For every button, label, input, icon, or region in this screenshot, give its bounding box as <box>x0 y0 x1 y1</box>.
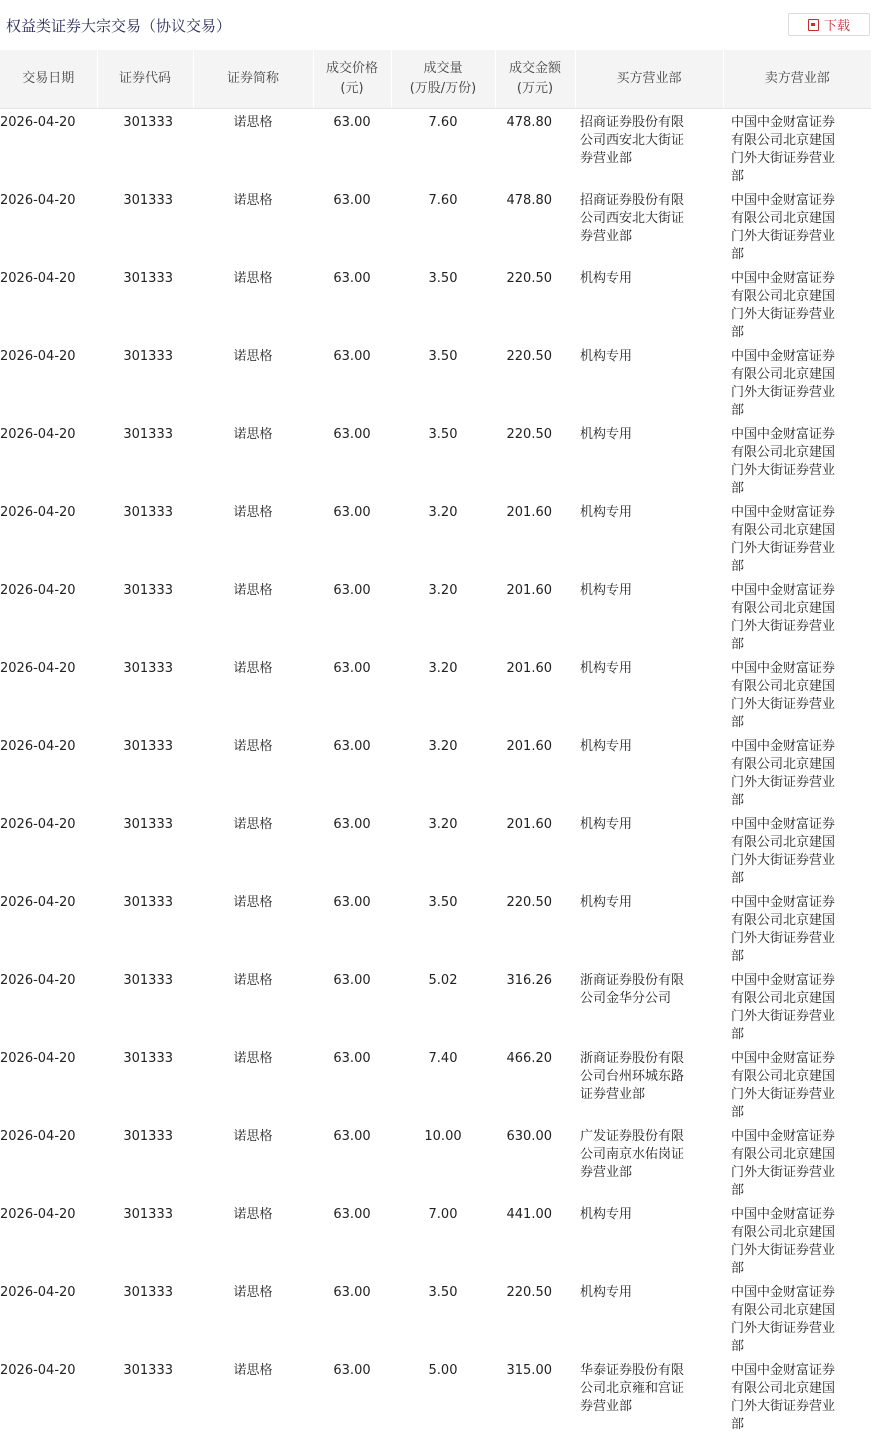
trade-date-cell: 2026-04-20 <box>0 811 97 889</box>
page-title: 权益类证券大宗交易（协议交易） <box>6 15 231 36</box>
header-price[interactable]: 成交价格 (元) <box>313 50 391 109</box>
security-code-cell: 301333 <box>97 655 193 733</box>
seller-branch-cell <box>723 967 871 1045</box>
price-cell: 63.00 <box>313 499 391 577</box>
seller-branch-cell <box>723 499 871 577</box>
price-cell: 63.00 <box>313 1045 391 1123</box>
security-name-cell: 诺思格 <box>193 421 313 499</box>
trade-date-cell: 2026-04-20 <box>0 499 97 577</box>
header-amount[interactable]: 成交金额 (万元) <box>495 50 575 109</box>
security-code-cell: 301333 <box>97 187 193 265</box>
seller-branch-cell <box>723 577 871 655</box>
amount-cell: 220.50 <box>495 343 575 421</box>
price-cell: 63.00 <box>313 109 391 188</box>
trade-date-cell: 2026-04-20 <box>0 187 97 265</box>
amount-cell: 201.60 <box>495 811 575 889</box>
security-code-cell: 301333 <box>97 1123 193 1201</box>
table-row <box>0 499 871 577</box>
seller-text: 中国中金财富证券有限公司北京建国门外大街证券营业部 <box>731 348 839 420</box>
security-name-cell: 诺思格 <box>193 499 313 577</box>
volume-cell: 3.50 <box>391 421 495 499</box>
security-name-cell: 诺思格 <box>193 1279 313 1357</box>
amount-cell: 201.60 <box>495 733 575 811</box>
buyer-text: 招商证券股份有限公司西安北大街证券营业部 <box>580 114 688 168</box>
header-date[interactable]: 交易日期 <box>0 50 97 109</box>
volume-cell: 7.60 <box>391 187 495 265</box>
table-row <box>0 1279 871 1357</box>
buyer-text: 华泰证券股份有限公司北京雍和宫证券营业部 <box>580 1362 688 1416</box>
buyer-branch-cell <box>575 499 723 577</box>
buyer-text: 机构专用 <box>580 582 688 600</box>
security-name-cell: 诺思格 <box>193 577 313 655</box>
volume-cell: 5.00 <box>391 1357 495 1435</box>
security-name-cell: 诺思格 <box>193 733 313 811</box>
buyer-branch-cell <box>575 1279 723 1357</box>
trade-date-cell: 2026-04-20 <box>0 1357 97 1435</box>
security-code-cell: 301333 <box>97 109 193 188</box>
seller-text: 中国中金财富证券有限公司北京建国门外大街证券营业部 <box>731 504 839 576</box>
buyer-branch-cell <box>575 1201 723 1279</box>
trade-date-cell: 2026-04-20 <box>0 1123 97 1201</box>
amount-cell: 478.80 <box>495 187 575 265</box>
buyer-branch-cell <box>575 343 723 421</box>
buyer-text: 广发证券股份有限公司南京水佑岗证券营业部 <box>580 1128 688 1182</box>
trade-date-cell: 2026-04-20 <box>0 265 97 343</box>
header-seller[interactable]: 卖方营业部 <box>723 50 871 109</box>
amount-cell: 220.50 <box>495 889 575 967</box>
header-name[interactable]: 证券简称 <box>193 50 313 109</box>
volume-cell: 10.00 <box>391 1123 495 1201</box>
table-row <box>0 577 871 655</box>
seller-text: 中国中金财富证券有限公司北京建国门外大街证券营业部 <box>731 1362 839 1434</box>
table-row <box>0 187 871 265</box>
seller-branch-cell <box>723 109 871 188</box>
seller-branch-cell <box>723 421 871 499</box>
price-cell: 63.00 <box>313 1357 391 1435</box>
seller-text: 中国中金财富证券有限公司北京建国门外大街证券营业部 <box>731 738 839 810</box>
table-row <box>0 1045 871 1123</box>
seller-text: 中国中金财富证券有限公司北京建国门外大街证券营业部 <box>731 972 839 1044</box>
security-name-cell: 诺思格 <box>193 967 313 1045</box>
buyer-branch-cell <box>575 577 723 655</box>
seller-branch-cell <box>723 811 871 889</box>
buyer-text: 机构专用 <box>580 894 688 912</box>
trade-date-cell: 2026-04-20 <box>0 109 97 188</box>
download-button[interactable] <box>788 13 870 36</box>
security-code-cell: 301333 <box>97 967 193 1045</box>
table-row <box>0 265 871 343</box>
volume-cell: 3.20 <box>391 655 495 733</box>
buyer-text: 机构专用 <box>580 816 688 834</box>
buyer-text: 机构专用 <box>580 1206 688 1224</box>
header-volume[interactable]: 成交量 (万股/万份) <box>391 50 495 109</box>
trade-date-cell: 2026-04-20 <box>0 343 97 421</box>
security-code-cell: 301333 <box>97 499 193 577</box>
volume-cell: 3.50 <box>391 889 495 967</box>
seller-text: 中国中金财富证券有限公司北京建国门外大街证券营业部 <box>731 426 839 498</box>
seller-branch-cell <box>723 1357 871 1435</box>
security-code-cell: 301333 <box>97 1279 193 1357</box>
security-name-cell: 诺思格 <box>193 265 313 343</box>
block-trade-table <box>0 50 871 1435</box>
trade-date-cell: 2026-04-20 <box>0 733 97 811</box>
seller-branch-cell <box>723 1201 871 1279</box>
price-cell: 63.00 <box>313 1123 391 1201</box>
volume-cell: 7.60 <box>391 109 495 188</box>
buyer-text: 机构专用 <box>580 738 688 756</box>
trade-date-cell: 2026-04-20 <box>0 967 97 1045</box>
security-code-cell: 301333 <box>97 577 193 655</box>
security-code-cell: 301333 <box>97 811 193 889</box>
security-name-cell: 诺思格 <box>193 1201 313 1279</box>
security-code-cell: 301333 <box>97 733 193 811</box>
table-row <box>0 811 871 889</box>
security-code-cell: 301333 <box>97 421 193 499</box>
buyer-branch-cell <box>575 811 723 889</box>
security-code-cell: 301333 <box>97 1357 193 1435</box>
amount-cell: 220.50 <box>495 1279 575 1357</box>
price-cell: 63.00 <box>313 577 391 655</box>
table-row <box>0 109 871 188</box>
volume-cell: 3.20 <box>391 733 495 811</box>
buyer-text: 招商证券股份有限公司西安北大街证券营业部 <box>580 192 688 246</box>
buyer-text: 机构专用 <box>580 660 688 678</box>
seller-text: 中国中金财富证券有限公司北京建国门外大街证券营业部 <box>731 894 839 966</box>
header-code[interactable]: 证券代码 <box>97 50 193 109</box>
seller-branch-cell <box>723 1279 871 1357</box>
seller-branch-cell <box>723 265 871 343</box>
volume-cell: 7.40 <box>391 1045 495 1123</box>
buyer-branch-cell <box>575 265 723 343</box>
table-header <box>0 50 871 109</box>
buyer-branch-cell <box>575 967 723 1045</box>
buyer-text: 机构专用 <box>580 348 688 366</box>
amount-cell: 630.00 <box>495 1123 575 1201</box>
table-row <box>0 1201 871 1279</box>
download-icon <box>808 19 819 31</box>
security-name-cell: 诺思格 <box>193 109 313 188</box>
trade-date-cell: 2026-04-20 <box>0 1279 97 1357</box>
buyer-branch-cell <box>575 421 723 499</box>
price-cell: 63.00 <box>313 1279 391 1357</box>
price-cell: 63.00 <box>313 421 391 499</box>
security-name-cell: 诺思格 <box>193 1045 313 1123</box>
amount-cell: 201.60 <box>495 499 575 577</box>
seller-text: 中国中金财富证券有限公司北京建国门外大街证券营业部 <box>731 270 839 342</box>
seller-text: 中国中金财富证券有限公司北京建国门外大街证券营业部 <box>731 114 839 186</box>
seller-text: 中国中金财富证券有限公司北京建国门外大街证券营业部 <box>731 582 839 654</box>
seller-text: 中国中金财富证券有限公司北京建国门外大街证券营业部 <box>731 1206 839 1278</box>
seller-branch-cell <box>723 889 871 967</box>
seller-branch-cell <box>723 655 871 733</box>
amount-cell: 315.00 <box>495 1357 575 1435</box>
security-code-cell: 301333 <box>97 265 193 343</box>
table-row <box>0 1357 871 1435</box>
price-cell: 63.00 <box>313 265 391 343</box>
security-name-cell: 诺思格 <box>193 1123 313 1201</box>
seller-text: 中国中金财富证券有限公司北京建国门外大街证券营业部 <box>731 192 839 264</box>
amount-cell: 220.50 <box>495 421 575 499</box>
volume-cell: 3.50 <box>391 265 495 343</box>
trade-date-cell: 2026-04-20 <box>0 889 97 967</box>
amount-cell: 201.60 <box>495 577 575 655</box>
buyer-text: 浙商证券股份有限公司金华分公司 <box>580 972 688 1008</box>
seller-text: 中国中金财富证券有限公司北京建国门外大街证券营业部 <box>731 1050 839 1122</box>
seller-branch-cell <box>723 343 871 421</box>
header-buyer[interactable]: 买方营业部 <box>575 50 723 109</box>
buyer-text: 机构专用 <box>580 504 688 522</box>
trade-date-cell: 2026-04-20 <box>0 655 97 733</box>
volume-cell: 3.50 <box>391 343 495 421</box>
price-cell: 63.00 <box>313 889 391 967</box>
buyer-text: 机构专用 <box>580 270 688 288</box>
volume-cell: 3.20 <box>391 499 495 577</box>
volume-cell: 3.20 <box>391 811 495 889</box>
seller-branch-cell <box>723 1123 871 1201</box>
security-name-cell: 诺思格 <box>193 1357 313 1435</box>
trade-date-cell: 2026-04-20 <box>0 1045 97 1123</box>
security-name-cell: 诺思格 <box>193 655 313 733</box>
buyer-branch-cell <box>575 187 723 265</box>
seller-text: 中国中金财富证券有限公司北京建国门外大街证券营业部 <box>731 1128 839 1200</box>
price-cell: 63.00 <box>313 967 391 1045</box>
table-row <box>0 733 871 811</box>
security-code-cell: 301333 <box>97 889 193 967</box>
volume-cell: 3.20 <box>391 577 495 655</box>
security-name-cell: 诺思格 <box>193 889 313 967</box>
security-code-cell: 301333 <box>97 343 193 421</box>
amount-cell: 201.60 <box>495 655 575 733</box>
buyer-branch-cell <box>575 1045 723 1123</box>
amount-cell: 466.20 <box>495 1045 575 1123</box>
amount-cell: 441.00 <box>495 1201 575 1279</box>
seller-branch-cell <box>723 187 871 265</box>
seller-text: 中国中金财富证券有限公司北京建国门外大街证券营业部 <box>731 1284 839 1356</box>
seller-text: 中国中金财富证券有限公司北京建国门外大街证券营业部 <box>731 816 839 888</box>
buyer-branch-cell <box>575 733 723 811</box>
security-name-cell: 诺思格 <box>193 187 313 265</box>
seller-branch-cell <box>723 733 871 811</box>
price-cell: 63.00 <box>313 343 391 421</box>
buyer-branch-cell <box>575 889 723 967</box>
buyer-branch-cell <box>575 655 723 733</box>
buyer-branch-cell <box>575 1357 723 1435</box>
buyer-branch-cell <box>575 109 723 188</box>
table-row <box>0 1123 871 1201</box>
buyer-text: 浙商证券股份有限公司台州环城东路证券营业部 <box>580 1050 688 1104</box>
price-cell: 63.00 <box>313 733 391 811</box>
price-cell: 63.00 <box>313 655 391 733</box>
page-header <box>0 0 872 50</box>
security-name-cell: 诺思格 <box>193 343 313 421</box>
volume-cell: 7.00 <box>391 1201 495 1279</box>
table-row <box>0 421 871 499</box>
security-code-cell: 301333 <box>97 1045 193 1123</box>
amount-cell: 316.26 <box>495 967 575 1045</box>
trade-date-cell: 2026-04-20 <box>0 1201 97 1279</box>
buyer-branch-cell <box>575 1123 723 1201</box>
amount-cell: 478.80 <box>495 109 575 188</box>
buyer-text: 机构专用 <box>580 1284 688 1302</box>
amount-cell: 220.50 <box>495 265 575 343</box>
table-row <box>0 655 871 733</box>
table-row <box>0 343 871 421</box>
price-cell: 63.00 <box>313 811 391 889</box>
seller-branch-cell <box>723 1045 871 1123</box>
table-body <box>0 109 871 1435</box>
trade-date-cell: 2026-04-20 <box>0 421 97 499</box>
security-code-cell: 301333 <box>97 1201 193 1279</box>
trade-date-cell: 2026-04-20 <box>0 577 97 655</box>
table-row <box>0 889 871 967</box>
volume-cell: 5.02 <box>391 967 495 1045</box>
seller-text: 中国中金财富证券有限公司北京建国门外大街证券营业部 <box>731 660 839 732</box>
volume-cell: 3.50 <box>391 1279 495 1357</box>
download-label: 下载 <box>824 15 850 34</box>
table-row <box>0 967 871 1045</box>
security-name-cell: 诺思格 <box>193 811 313 889</box>
price-cell: 63.00 <box>313 187 391 265</box>
price-cell: 63.00 <box>313 1201 391 1279</box>
buyer-text: 机构专用 <box>580 426 688 444</box>
